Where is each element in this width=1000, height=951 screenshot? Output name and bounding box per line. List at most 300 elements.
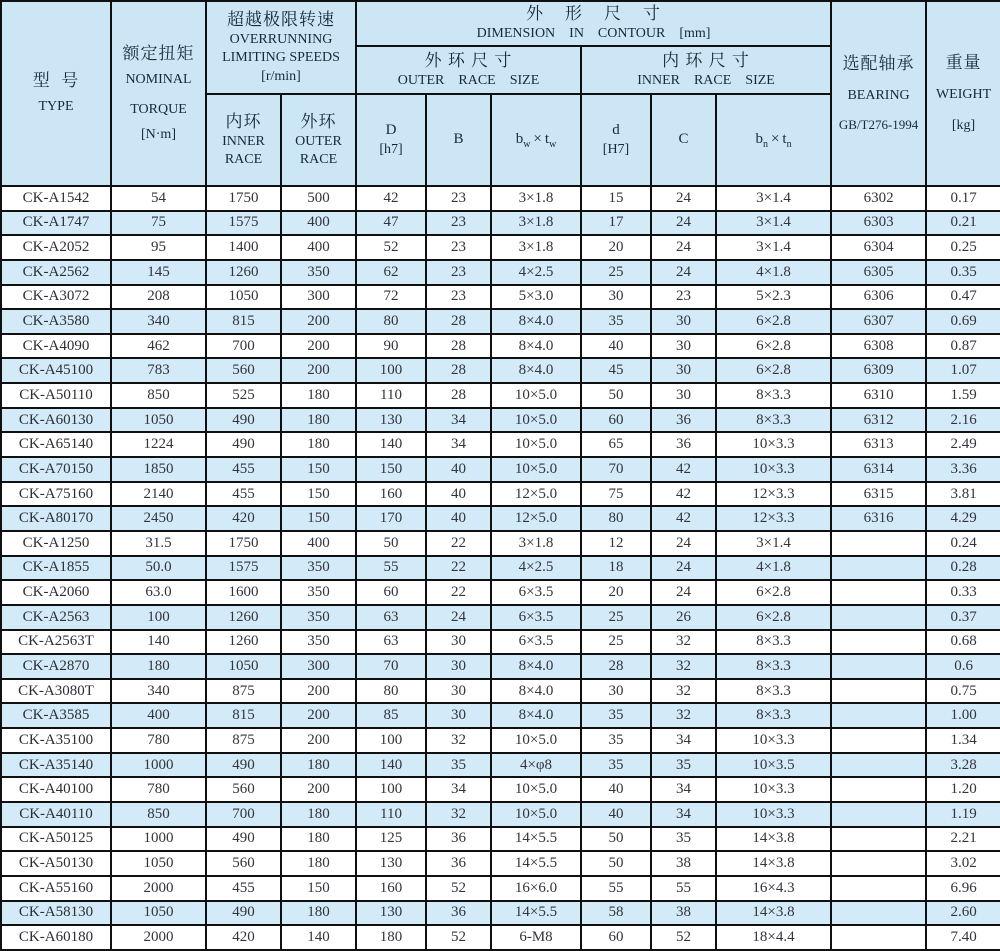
cell-nominal-torque: 95 [111,235,206,260]
cell-nominal-torque: 462 [111,334,206,359]
cell-bearing [831,654,926,679]
cell-bn-tn: 14×3.8 [716,901,831,926]
cell-B: 32 [426,728,491,753]
bearing-header-zh: 选配轴承 [842,53,915,73]
cell-C: 32 [651,654,716,679]
cell-nominal-torque: 140 [111,630,206,655]
cell-bw-tw: 3×1.8 [491,531,581,556]
cell-inner-race-speed: 1750 [206,186,281,211]
speeds-header-zh: 超越极限转速 [227,10,335,30]
cell-inner-race-speed: 1600 [206,580,281,605]
cell-nominal-torque: 50.0 [111,556,206,581]
cell-bw-tw: 3×1.8 [491,235,581,260]
cell-outer-race-speed: 200 [281,703,356,728]
cell-B: 23 [426,186,491,211]
cell-C: 23 [651,285,716,310]
cell-inner-race-speed: 490 [206,827,281,852]
cell-weight: 0.75 [926,679,1000,704]
col-speeds-group-header [206,1,356,94]
cell-type: CK-A2060 [1,580,111,605]
cell-B: 24 [426,605,491,630]
cell-nominal-torque: 400 [111,703,206,728]
outer-size-header-zh: 外 环 尺 寸 [424,50,513,70]
cell-C: 52 [651,925,716,950]
bw-tw-formula: $b_w \times t_w$ [515,131,557,150]
cell-weight: 1.00 [926,703,1000,728]
cell-type: CK-A3585 [1,703,111,728]
cell-d: 18 [581,556,651,581]
cell-bearing: 6313 [831,432,926,457]
cell-B: 32 [426,802,491,827]
cell-nominal-torque: 63.0 [111,580,206,605]
cell-weight: 2.16 [926,408,1000,433]
table-row [1,901,1000,926]
cell-type: CK-A40100 [1,777,111,802]
cell-B: 22 [426,531,491,556]
cell-d: 45 [581,358,651,383]
cell-d: 40 [581,334,651,359]
cell-inner-race-speed: 700 [206,802,281,827]
cell-C: 34 [651,728,716,753]
cell-type: CK-A2563T [1,630,111,655]
cell-bn-tn: 12×3.3 [716,482,831,507]
table-row [1,605,1000,630]
cell-D: 110 [356,383,426,408]
cell-C: 24 [651,580,716,605]
cell-B: 30 [426,630,491,655]
cell-outer-race-speed: 180 [281,802,356,827]
cell-D: 160 [356,482,426,507]
speed-outer-en1: OUTER [295,133,342,149]
cell-B: 28 [426,309,491,334]
cell-weight: 3.02 [926,851,1000,876]
cell-bearing [831,925,926,950]
cell-d: 28 [581,654,651,679]
cell-type: CK-A2563 [1,605,111,630]
cell-weight: 0.35 [926,260,1000,285]
cell-inner-race-speed: 490 [206,901,281,926]
cell-bw-tw: 3×1.8 [491,186,581,211]
cell-bn-tn: 6×2.8 [716,309,831,334]
table-row [1,925,1000,950]
col-C-header [651,94,716,186]
cell-outer-race-speed: 200 [281,358,356,383]
cell-d: 30 [581,285,651,310]
cell-C: 42 [651,482,716,507]
cell-D: 85 [356,703,426,728]
cell-bw-tw: 12×5.0 [491,506,581,531]
table-row [1,457,1000,482]
bearing-header-en: BEARING [847,88,910,103]
cell-nominal-torque: 1850 [111,457,206,482]
cell-type: CK-A50125 [1,827,111,852]
cell-nominal-torque: 2140 [111,482,206,507]
cell-bw-tw: 12×5.0 [491,482,581,507]
cell-d: 50 [581,383,651,408]
cell-bearing [831,728,926,753]
col-type-header [1,1,111,186]
cell-B: 40 [426,482,491,507]
cell-outer-race-speed: 500 [281,186,356,211]
table-body [1,186,1000,950]
cell-bn-tn: 10×3.3 [716,728,831,753]
cell-inner-race-speed: 455 [206,482,281,507]
cell-D: 72 [356,285,426,310]
cell-D: 160 [356,876,426,901]
cell-bn-tn: 3×1.4 [716,211,831,236]
cell-d: 60 [581,925,651,950]
speeds-header-en1: OVERRUNNING [229,32,333,48]
table-header [1,1,1000,186]
cell-type: CK-A60180 [1,925,111,950]
cell-nominal-torque: 2450 [111,506,206,531]
cell-D: 80 [356,679,426,704]
cell-B: 40 [426,506,491,531]
cell-bw-tw: 10×5.0 [491,777,581,802]
cell-nominal-torque: 1224 [111,432,206,457]
cell-type: CK-A3080T [1,679,111,704]
cell-weight: 0.21 [926,211,1000,236]
dimension-header-zh: 外 形 尺 寸 [526,4,662,24]
cell-bw-tw: 10×5.0 [491,432,581,457]
cell-inner-race-speed: 1400 [206,235,281,260]
cell-bearing [831,802,926,827]
cell-type: CK-A3072 [1,285,111,310]
cell-outer-race-speed: 150 [281,457,356,482]
cell-B: 34 [426,432,491,457]
cell-bn-tn: 3×1.4 [716,531,831,556]
cell-bw-tw: 16×6.0 [491,876,581,901]
cell-outer-race-speed: 180 [281,408,356,433]
cell-bearing: 6305 [831,260,926,285]
cell-bn-tn: 4×1.8 [716,260,831,285]
d-symbol: d [612,122,620,139]
cell-C: 30 [651,383,716,408]
cell-bn-tn: 8×3.3 [716,654,831,679]
cell-B: 35 [426,753,491,778]
table-row [1,556,1000,581]
cell-outer-race-speed: 150 [281,482,356,507]
cell-bw-tw: 10×5.0 [491,408,581,433]
speed-outer-en2: RACE [299,152,338,168]
cell-d: 35 [581,703,651,728]
cell-C: 30 [651,358,716,383]
speed-inner-en1: INNER [222,133,265,149]
cell-weight: 1.34 [926,728,1000,753]
cell-outer-race-speed: 180 [281,851,356,876]
cell-type: CK-A75160 [1,482,111,507]
cell-outer-race-speed: 180 [281,383,356,408]
speeds-header-unit: [r/min] [261,68,301,84]
cell-inner-race-speed: 1050 [206,654,281,679]
table-row [1,851,1000,876]
cell-bearing: 6306 [831,285,926,310]
col-speed-outer-header [281,94,356,186]
cell-bearing: 6303 [831,211,926,236]
cell-bn-tn: 16×4.3 [716,876,831,901]
cell-C: 32 [651,703,716,728]
cell-bearing: 6304 [831,235,926,260]
cell-weight: 1.07 [926,358,1000,383]
cell-weight: 0.47 [926,285,1000,310]
cell-outer-race-speed: 150 [281,506,356,531]
inner-size-header-en: INNER RACE SIZE [637,72,775,88]
cell-D: 130 [356,851,426,876]
cell-C: 24 [651,211,716,236]
table-row [1,186,1000,211]
speed-outer-zh: 外环 [300,111,337,131]
cell-bn-tn: 14×3.8 [716,851,831,876]
cell-type: CK-A3580 [1,309,111,334]
cell-d: 35 [581,753,651,778]
C-symbol: C [678,131,689,148]
cell-bearing: 6310 [831,383,926,408]
cell-D: 47 [356,211,426,236]
cell-C: 26 [651,605,716,630]
cell-D: 130 [356,408,426,433]
table-row [1,630,1000,655]
cell-weight: 3.28 [926,753,1000,778]
cell-C: 42 [651,457,716,482]
cell-bw-tw: 3×1.8 [491,211,581,236]
col-bn-tn-header [716,94,831,186]
cell-D: 52 [356,235,426,260]
table-row [1,506,1000,531]
D-tolerance: [h7] [379,141,403,157]
cell-inner-race-speed: 455 [206,876,281,901]
cell-inner-race-speed: 525 [206,383,281,408]
cell-C: 24 [651,235,716,260]
col-torque-header [111,1,206,186]
cell-weight: 0.28 [926,556,1000,581]
col-dimension-group-header [356,1,831,46]
cell-type: CK-A50130 [1,851,111,876]
cell-d: 25 [581,605,651,630]
cell-B: 23 [426,211,491,236]
cell-bearing [831,605,926,630]
dimension-header-en: DIMENSION IN CONTOUR [mm] [476,26,711,42]
cell-B: 34 [426,408,491,433]
bn-tn-formula: $b_n \times t_n$ [755,131,792,150]
cell-weight: 0.24 [926,531,1000,556]
cell-bn-tn: 8×3.3 [716,408,831,433]
cell-outer-race-speed: 200 [281,309,356,334]
cell-d: 75 [581,482,651,507]
col-bw-tw-header [491,94,581,186]
cell-bn-tn: 10×3.3 [716,802,831,827]
cell-D: 90 [356,334,426,359]
table-row [1,211,1000,236]
cell-bearing: 6302 [831,186,926,211]
cell-inner-race-speed: 560 [206,777,281,802]
cell-bw-tw: 10×5.0 [491,383,581,408]
cell-B: 40 [426,457,491,482]
cell-outer-race-speed: 140 [281,925,356,950]
cell-D: 63 [356,630,426,655]
cell-inner-race-speed: 815 [206,309,281,334]
speed-inner-zh: 内环 [225,111,262,131]
cell-inner-race-speed: 700 [206,334,281,359]
cell-C: 34 [651,777,716,802]
cell-bw-tw: 14×5.5 [491,851,581,876]
cell-bn-tn: 6×2.8 [716,358,831,383]
cell-outer-race-speed: 200 [281,679,356,704]
cell-B: 28 [426,358,491,383]
cell-C: 35 [651,753,716,778]
cell-bearing [831,876,926,901]
cell-bearing [831,777,926,802]
cell-type: CK-A40110 [1,802,111,827]
cell-bw-tw: 8×4.0 [491,309,581,334]
cell-bearing [831,556,926,581]
cell-bw-tw: 8×4.0 [491,654,581,679]
cell-bearing: 6308 [831,334,926,359]
torque-header-unit: [N·m] [141,126,176,142]
cell-outer-race-speed: 350 [281,556,356,581]
cell-weight: 0.33 [926,580,1000,605]
cell-C: 42 [651,506,716,531]
cell-D: 180 [356,925,426,950]
cell-C: 24 [651,260,716,285]
cell-nominal-torque: 1050 [111,851,206,876]
cell-inner-race-speed: 560 [206,358,281,383]
cell-weight: 2.21 [926,827,1000,852]
cell-outer-race-speed: 150 [281,876,356,901]
cell-type: CK-A4090 [1,334,111,359]
cell-B: 22 [426,580,491,605]
table-row [1,358,1000,383]
cell-bw-tw: 6×3.5 [491,580,581,605]
cell-nominal-torque: 340 [111,679,206,704]
cell-D: 150 [356,457,426,482]
col-outer-race-size-header [356,46,581,94]
cell-bw-tw: 8×4.0 [491,334,581,359]
d-tolerance: [H7] [602,141,630,157]
cell-weight: 3.81 [926,482,1000,507]
cell-bn-tn: 8×3.3 [716,383,831,408]
type-header-en: TYPE [38,99,74,115]
cell-bw-tw: 6-M8 [491,925,581,950]
cell-B: 52 [426,925,491,950]
table-row [1,679,1000,704]
cell-weight: 7.40 [926,925,1000,950]
cell-outer-race-speed: 400 [281,235,356,260]
cell-B: 30 [426,679,491,704]
cell-outer-race-speed: 350 [281,630,356,655]
cell-bearing [831,851,926,876]
cell-bearing [831,580,926,605]
cell-inner-race-speed: 490 [206,753,281,778]
cell-D: 130 [356,901,426,926]
cell-D: 140 [356,432,426,457]
cell-type: CK-A1542 [1,186,111,211]
cell-D: 110 [356,802,426,827]
cell-outer-race-speed: 350 [281,260,356,285]
cell-inner-race-speed: 1575 [206,211,281,236]
cell-nominal-torque: 850 [111,383,206,408]
table-row [1,728,1000,753]
cell-d: 25 [581,260,651,285]
cell-weight: 0.69 [926,309,1000,334]
cell-outer-race-speed: 350 [281,580,356,605]
weight-header-unit: [kg] [951,117,976,133]
cell-inner-race-speed: 490 [206,408,281,433]
cell-bn-tn: 6×2.8 [716,334,831,359]
cell-d: 15 [581,186,651,211]
cell-bearing [831,531,926,556]
cell-C: 38 [651,851,716,876]
torque-header-zh: 额定扭矩 [122,44,195,64]
cell-bearing: 6314 [831,457,926,482]
cell-d: 80 [581,506,651,531]
table-row [1,580,1000,605]
cell-weight: 0.37 [926,605,1000,630]
cell-d: 40 [581,777,651,802]
cell-B: 30 [426,703,491,728]
cell-B: 23 [426,285,491,310]
table-row [1,408,1000,433]
table-row [1,827,1000,852]
cell-D: 55 [356,556,426,581]
cell-B: 22 [426,556,491,581]
cell-inner-race-speed: 1575 [206,556,281,581]
cell-d: 70 [581,457,651,482]
cell-C: 24 [651,531,716,556]
cell-weight: 4.29 [926,506,1000,531]
torque-header-en1: NOMINAL [125,72,192,88]
cell-C: 30 [651,334,716,359]
cell-outer-race-speed: 200 [281,334,356,359]
cell-nominal-torque: 2000 [111,925,206,950]
col-bearing-header [831,1,926,186]
cell-outer-race-speed: 180 [281,901,356,926]
cell-bearing [831,630,926,655]
table-row [1,334,1000,359]
cell-C: 30 [651,309,716,334]
cell-bw-tw: 4×φ8 [491,753,581,778]
cell-bw-tw: 8×4.0 [491,703,581,728]
col-B-header [426,94,491,186]
cell-B: 28 [426,383,491,408]
cell-C: 38 [651,901,716,926]
cell-weight: 1.59 [926,383,1000,408]
cell-inner-race-speed: 490 [206,432,281,457]
cell-weight: 3.36 [926,457,1000,482]
table-row [1,703,1000,728]
table-row [1,383,1000,408]
cell-C: 34 [651,802,716,827]
cell-bw-tw: 14×5.5 [491,901,581,926]
cell-nominal-torque: 780 [111,728,206,753]
table-row [1,777,1000,802]
cell-C: 36 [651,432,716,457]
cell-outer-race-speed: 200 [281,777,356,802]
cell-nominal-torque: 208 [111,285,206,310]
cell-d: 35 [581,728,651,753]
cell-inner-race-speed: 1260 [206,605,281,630]
weight-header-zh: 重量 [945,53,982,73]
D-symbol: D [385,122,397,139]
cell-bw-tw: 10×5.0 [491,457,581,482]
cell-d: 35 [581,309,651,334]
inner-size-header-zh: 内 环 尺 寸 [662,50,750,70]
table-row [1,753,1000,778]
cell-bearing [831,753,926,778]
cell-outer-race-speed: 400 [281,531,356,556]
table-row [1,260,1000,285]
cell-D: 100 [356,777,426,802]
cell-nominal-torque: 1000 [111,827,206,852]
